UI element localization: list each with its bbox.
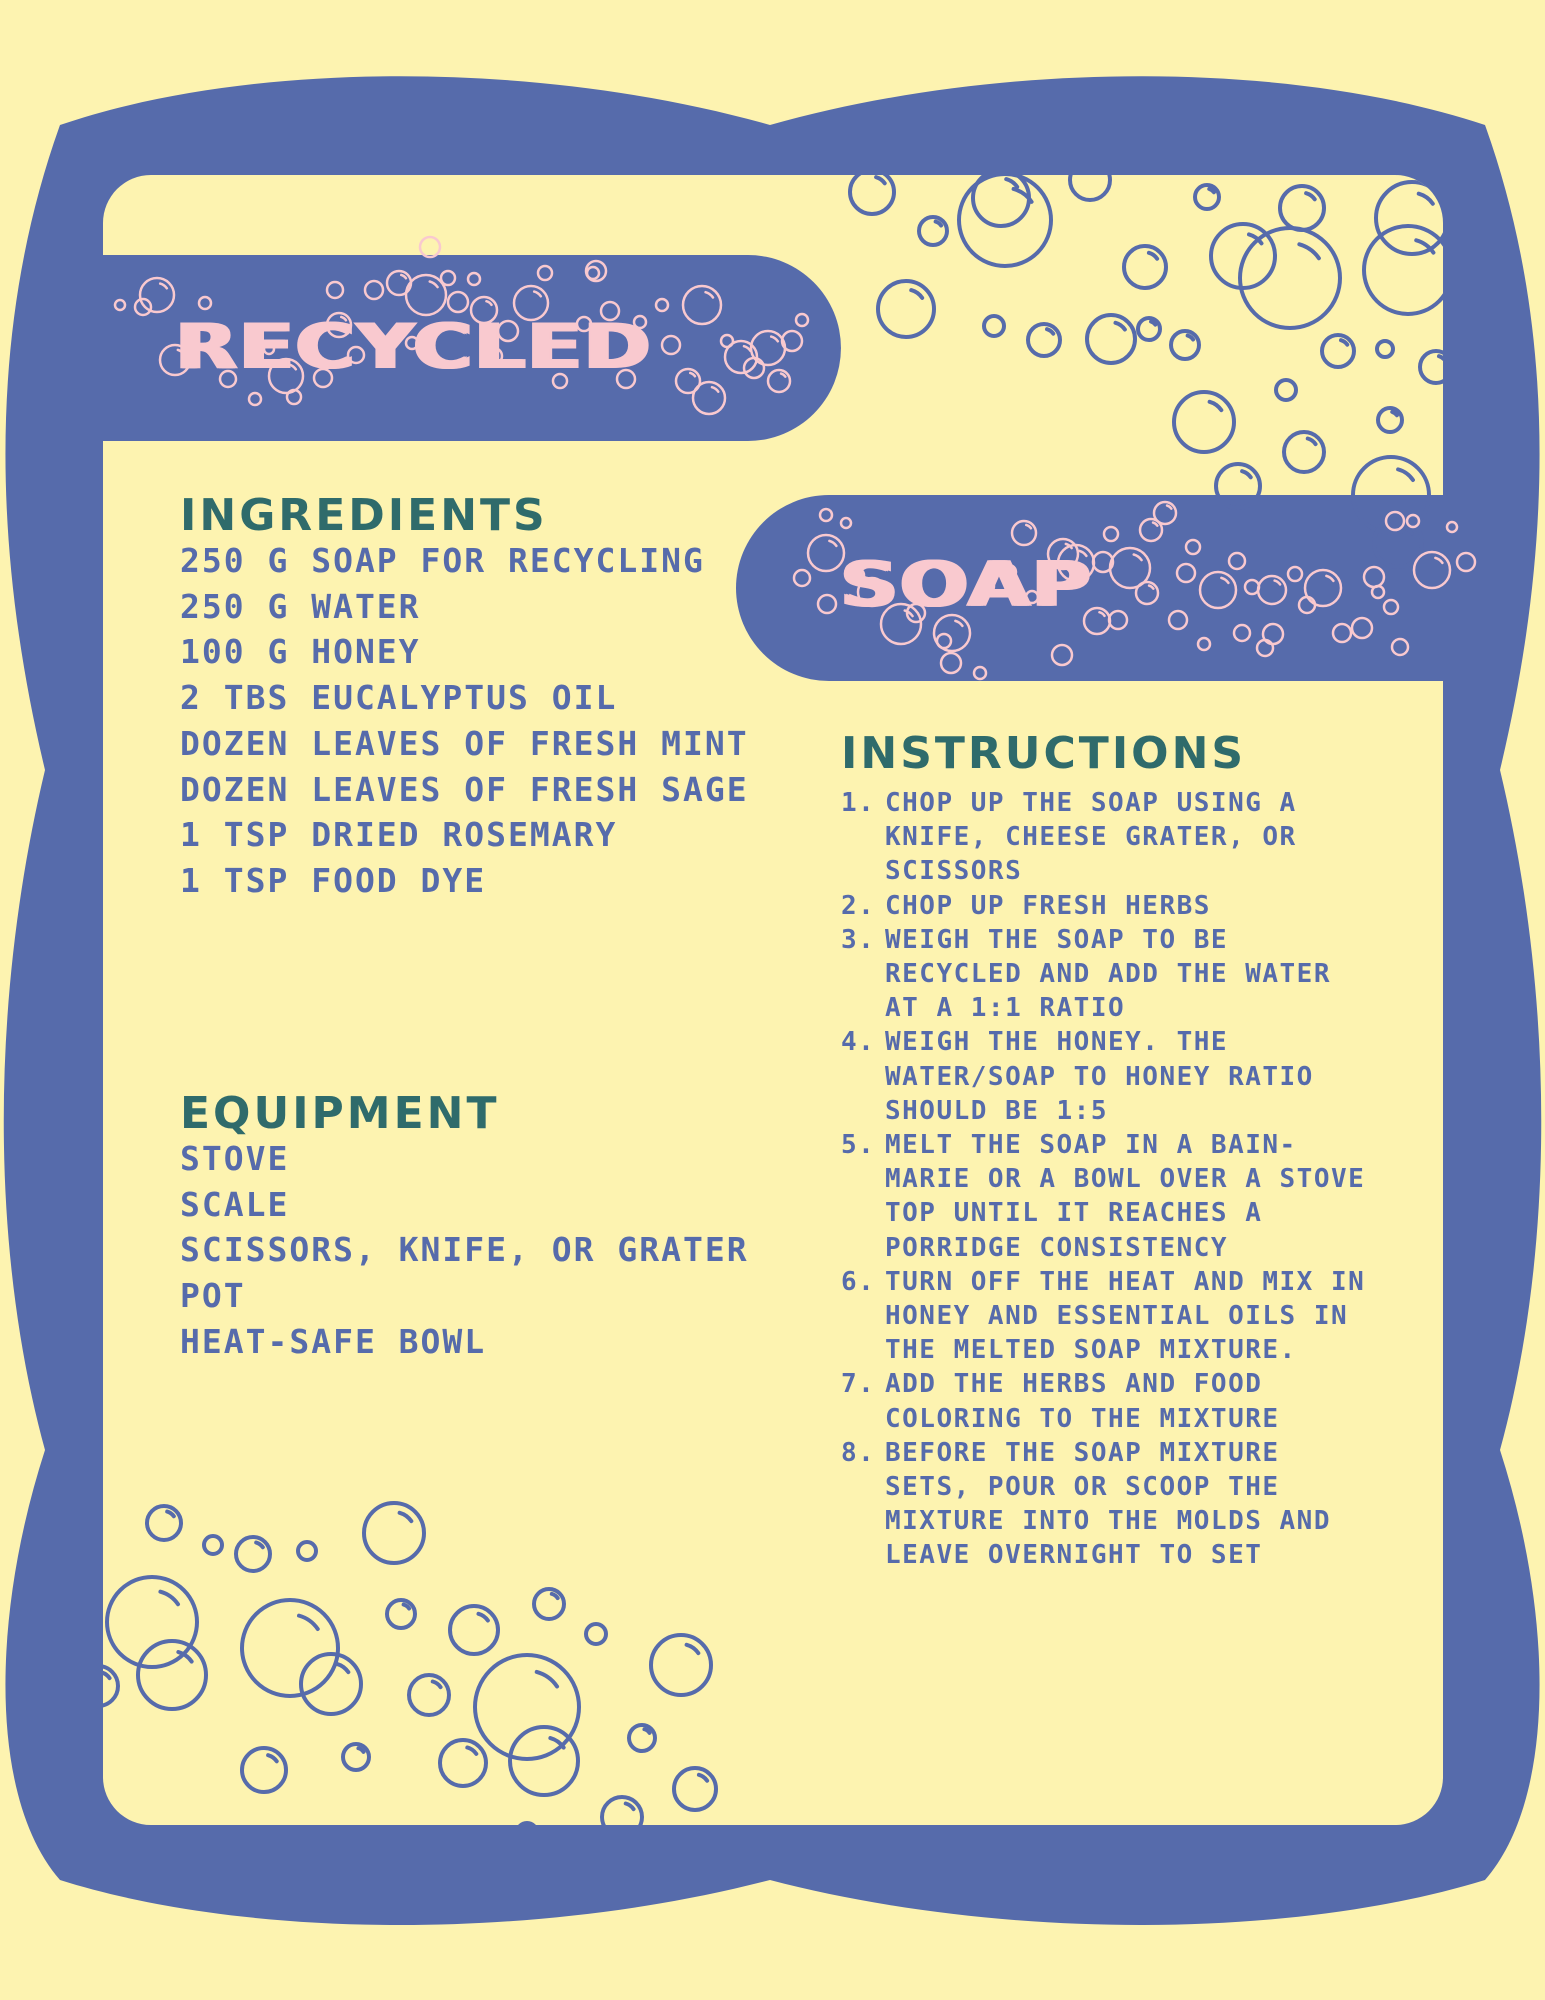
step-number: 2. [841,890,876,921]
list-item: SCISSORS, KNIFE, OR GRATER [180,1230,749,1270]
equipment-list [180,1136,780,1365]
instruction-step [841,1265,1381,1368]
step-text: CHOP UP THE SOAP USING A KNIFE, CHEESE GRATER, OR SCISSORS [885,788,1297,887]
step-text: WEIGH THE SOAP TO BE RECYCLED AND ADD THE WATER AT A 1:1 RATIO [885,924,1331,1024]
instructions-heading: INSTRUCTIONS [841,728,1247,779]
step-number: 6. [841,1266,876,1297]
list-item: 250 G WATER [180,586,421,626]
list-item: HEAT-SAFE BOWL [180,1321,487,1361]
step-number: 5. [841,1130,876,1161]
step-number: 7. [841,1369,876,1400]
step-text: BEFORE THE SOAP MIXTURE SETS, POUR OR SCOOP THE MIXTURE INTO THE MOLDS AND LEAVE OVERNIGHT TO SET [885,1437,1331,1571]
list-item: 100 G HONEY [180,632,421,672]
step-number: 8. [841,1437,876,1468]
instruction-step [841,1436,1381,1573]
title-soap: SOAP [840,548,1093,621]
step-text: WEIGH THE HONEY. THE WATER/SOAP TO HONEY RATIO SHOULD BE 1:5 [885,1027,1314,1126]
instruction-step [841,1025,1381,1128]
step-number: 3. [841,924,876,955]
step-text: TURN OFF THE HEAT AND MIX IN HONEY AND ESSENTIAL OILS IN THE MELTED SOAP MIXTURE. [885,1266,1366,1366]
list-item: 1 TSP DRIED ROSEMARY [180,815,618,855]
instruction-step [841,889,1381,923]
step-number: 4. [841,1027,876,1058]
list-item: 250 G SOAP FOR RECYCLING [180,541,705,580]
instructions-list [841,786,1381,1573]
instruction-step [841,923,1381,1026]
step-text: CHOP UP FRESH HERBS [885,890,1211,921]
ingredients-heading: INGREDIENTS [180,490,548,541]
list-item: DOZEN LEAVES OF FRESH MINT [180,723,749,763]
list-item: 1 TSP FOOD DYE [180,860,487,900]
list-item: STOVE [180,1139,290,1178]
step-text: ADD THE HERBS AND FOOD COLORING TO THE MIXTURE [885,1369,1280,1434]
instruction-step [841,786,1381,889]
step-text: MELT THE SOAP IN A BAIN-MARIE OR A BOWL OVER A STOVE TOP UNTIL IT REACHES A PORRIDGE CONSISTENCY [885,1130,1366,1263]
title-recycled: RECYCLED [175,310,652,383]
list-item: SCALE [180,1184,290,1224]
list-item: POT [180,1276,246,1316]
ingredients-list [180,538,780,904]
instruction-step [841,1367,1381,1435]
list-item: 2 TBS EUCALYPTUS OIL [180,678,618,718]
instruction-step [841,1128,1381,1265]
step-number: 1. [841,788,876,818]
equipment-heading: EQUIPMENT [180,1088,500,1139]
list-item: DOZEN LEAVES OF FRESH SAGE [180,769,749,809]
